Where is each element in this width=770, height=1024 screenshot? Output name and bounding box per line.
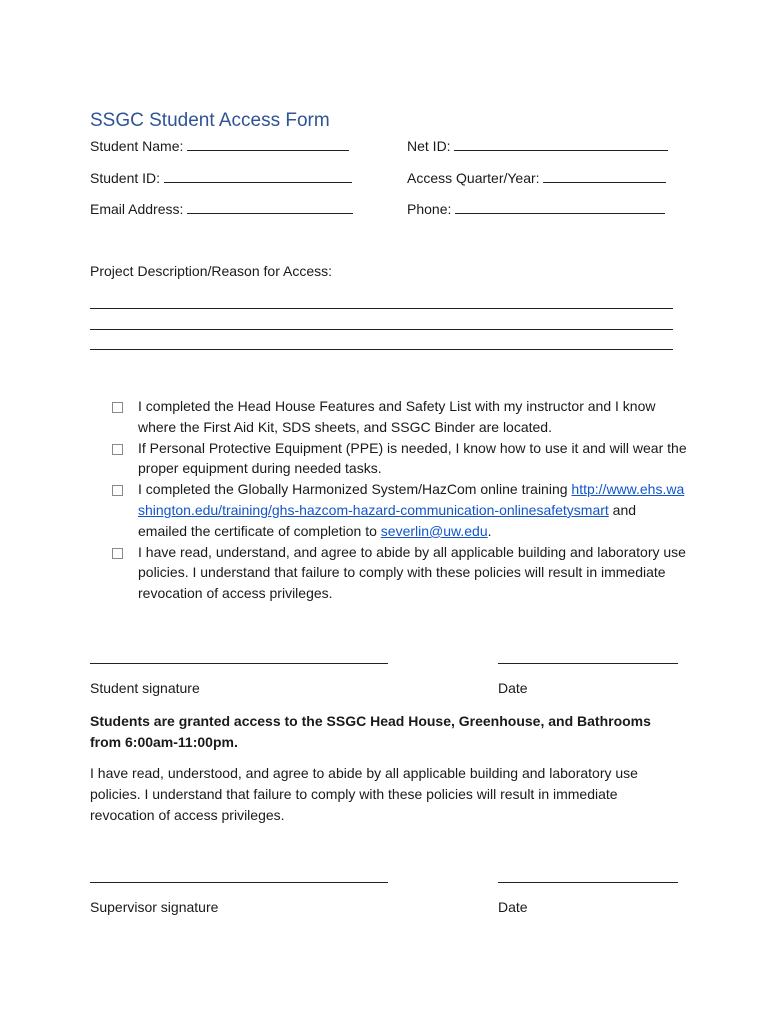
student-date-line[interactable]	[498, 663, 678, 664]
access-notice: Students are granted access to the SSGC Head House, Greenhouse, and Bathrooms from 6:00am-11:00pm.	[90, 713, 651, 750]
project-description-line-3[interactable]	[90, 349, 673, 350]
checkbox[interactable]	[112, 402, 123, 413]
access-quarter-field[interactable]	[407, 170, 666, 186]
training-link[interactable]: http://www.ehs.washington.edu/training/ghs-hazcom-hazard-communication-onlinesafetysmart	[138, 481, 685, 518]
project-description-line-2[interactable]	[90, 329, 673, 330]
checklist-item-text: I have read, understand, and agree to abide by all applicable building and laboratory use policies. I understand that failure to comply with these policies will result in immediate revocation of access privileges.	[138, 543, 686, 602]
checkbox[interactable]	[112, 548, 123, 559]
agreement-paragraph: I have read, understood, and agree to abide by all applicable building and laboratory use policies. I understand that failure to comply with these policies will result in immediate revocation of access privileges.	[90, 765, 638, 823]
student-id-label: Student ID:	[90, 170, 161, 186]
checklist-item	[112, 396, 687, 438]
training-text: I completed the Globally Harmonized System/HazCom online training	[138, 481, 572, 498]
supervisor-signature-label: Supervisor signature	[90, 899, 219, 915]
checklist-item-text: I completed the Head House Features and Safety List with my instructor and I know where the First Aid Kit, SDS sheets, and SSGC Binder are located.	[138, 398, 656, 435]
net-id-field[interactable]	[407, 138, 668, 154]
checkbox[interactable]	[112, 485, 123, 496]
student-name-label: Student Name:	[90, 138, 184, 154]
phone-field[interactable]	[407, 201, 665, 217]
project-description-line-1[interactable]	[90, 308, 673, 309]
checklist-item-text	[138, 479, 687, 541]
supervisor-date-line[interactable]	[498, 882, 678, 883]
supervisor-signature-line[interactable]	[90, 882, 388, 883]
phone-label: Phone:	[407, 201, 452, 217]
access-quarter-label: Access Quarter/Year:	[407, 170, 540, 186]
page-title: SSGC Student Access Form	[90, 110, 330, 131]
supervisor-date-label: Date	[498, 899, 528, 915]
checklist-item	[112, 438, 687, 480]
email-label: Email Address:	[90, 201, 184, 217]
student-id-line[interactable]	[164, 170, 352, 183]
checklist-item	[112, 542, 687, 604]
email-line[interactable]	[187, 201, 353, 214]
checklist-item-text: If Personal Protective Equipment (PPE) is needed, I know how to use it and will wear the proper equipment during needed tasks.	[138, 439, 687, 477]
checklist-item	[112, 479, 687, 541]
certificate-text: and emailed the certificate of completion to	[138, 501, 637, 539]
acknowledgement-checklist	[112, 396, 687, 604]
student-name-line[interactable]	[187, 138, 349, 151]
student-date-label: Date	[498, 680, 528, 696]
access-quarter-line[interactable]	[543, 170, 666, 183]
project-description-label: Project Description/Reason for Access:	[90, 263, 332, 279]
email-field[interactable]	[90, 201, 353, 217]
student-signature-line[interactable]	[90, 663, 388, 664]
phone-line[interactable]	[455, 201, 665, 214]
net-id-label: Net ID:	[407, 138, 451, 154]
checkbox[interactable]	[112, 444, 123, 455]
student-name-field[interactable]	[90, 138, 349, 154]
student-signature-label: Student signature	[90, 680, 200, 696]
net-id-line[interactable]	[454, 138, 668, 151]
student-id-field[interactable]	[90, 170, 352, 186]
email-link[interactable]: severlin@uw.edu	[380, 522, 488, 539]
period-text: .	[487, 522, 492, 539]
